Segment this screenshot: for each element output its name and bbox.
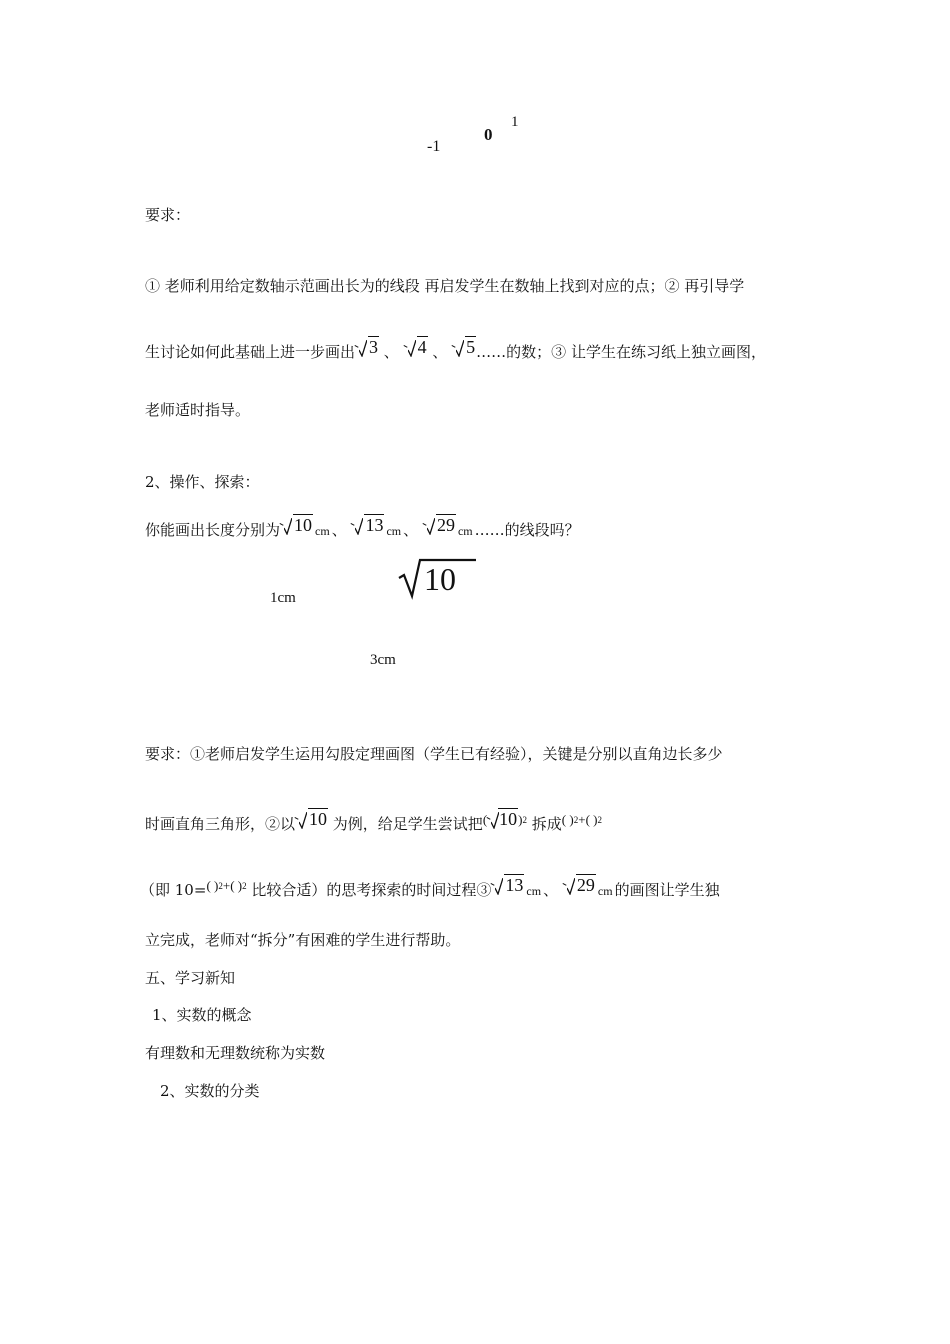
sqrt-10-b: 10 bbox=[295, 808, 328, 829]
sqrt-5: 5 bbox=[452, 336, 476, 357]
section5-title: 五、学习新知 bbox=[145, 969, 236, 987]
sqrt-13: 13 bbox=[351, 514, 384, 535]
sqrt-29-b: 29 bbox=[563, 874, 596, 895]
axis-label-neg-one: -1 bbox=[427, 138, 441, 155]
figure-side-3cm: 3cm bbox=[370, 652, 396, 668]
req1-line3: 老师适时指导。 bbox=[145, 401, 251, 419]
op-question: 你能画出长度分别为 10 cm 、 13 cm 、 29 cm ……的线段吗？ bbox=[145, 515, 580, 539]
sqrt-3: 3 bbox=[355, 336, 379, 357]
req2-line4: 立完成，老师对“拆分”有困难的学生进行帮助。 bbox=[145, 931, 461, 949]
sqrt-4: 4 bbox=[404, 336, 428, 357]
req1-line1: ① 老师利用给定数轴示范画出长为的线段 再启发学生在数轴上找到对应的点；② 再引导学 bbox=[145, 277, 745, 295]
req1-line2: 生讨论如何此基础上进一步画出 3 、 4 、 5……的数；③ 让学生在练习纸上独立画图， bbox=[145, 337, 766, 361]
axis-label-zero: 0 bbox=[484, 125, 493, 144]
req1-heading: 要求： bbox=[145, 206, 191, 224]
axis-label-one: 1 bbox=[511, 114, 519, 130]
section5-sub1: 1、实数的概念 bbox=[152, 1006, 252, 1024]
section5-definition: 有理数和无理数统称为实数 bbox=[145, 1044, 326, 1062]
figure-hypotenuse-sqrt10: 10 bbox=[398, 556, 478, 600]
section5-sub2: 2、实数的分类 bbox=[160, 1082, 260, 1100]
req2-line2: 时画直角三角形，②以 10 为例，给足学生尝试把( 10)$^2$ 拆成( )$^2$+( )$^2$ bbox=[145, 809, 602, 833]
sqrt-13-b: 13 bbox=[491, 874, 524, 895]
req2-line1: 要求：①老师启发学生运用勾股定理画图（学生已有经验），关键是分别以直角边长多少 bbox=[145, 745, 723, 763]
figure-side-1cm: 1cm bbox=[270, 590, 296, 606]
sqrt-29: 29 bbox=[423, 514, 456, 535]
req2-line3: （即 10=( )$^2$+( )$^2$ 比较合适）的思考探索的时间过程③ 13 cm 、 29 cm 的画图让学生独 bbox=[140, 875, 720, 899]
sqrt-10: 10 bbox=[280, 514, 313, 535]
op-title: 2、操作、探索： bbox=[145, 473, 260, 491]
